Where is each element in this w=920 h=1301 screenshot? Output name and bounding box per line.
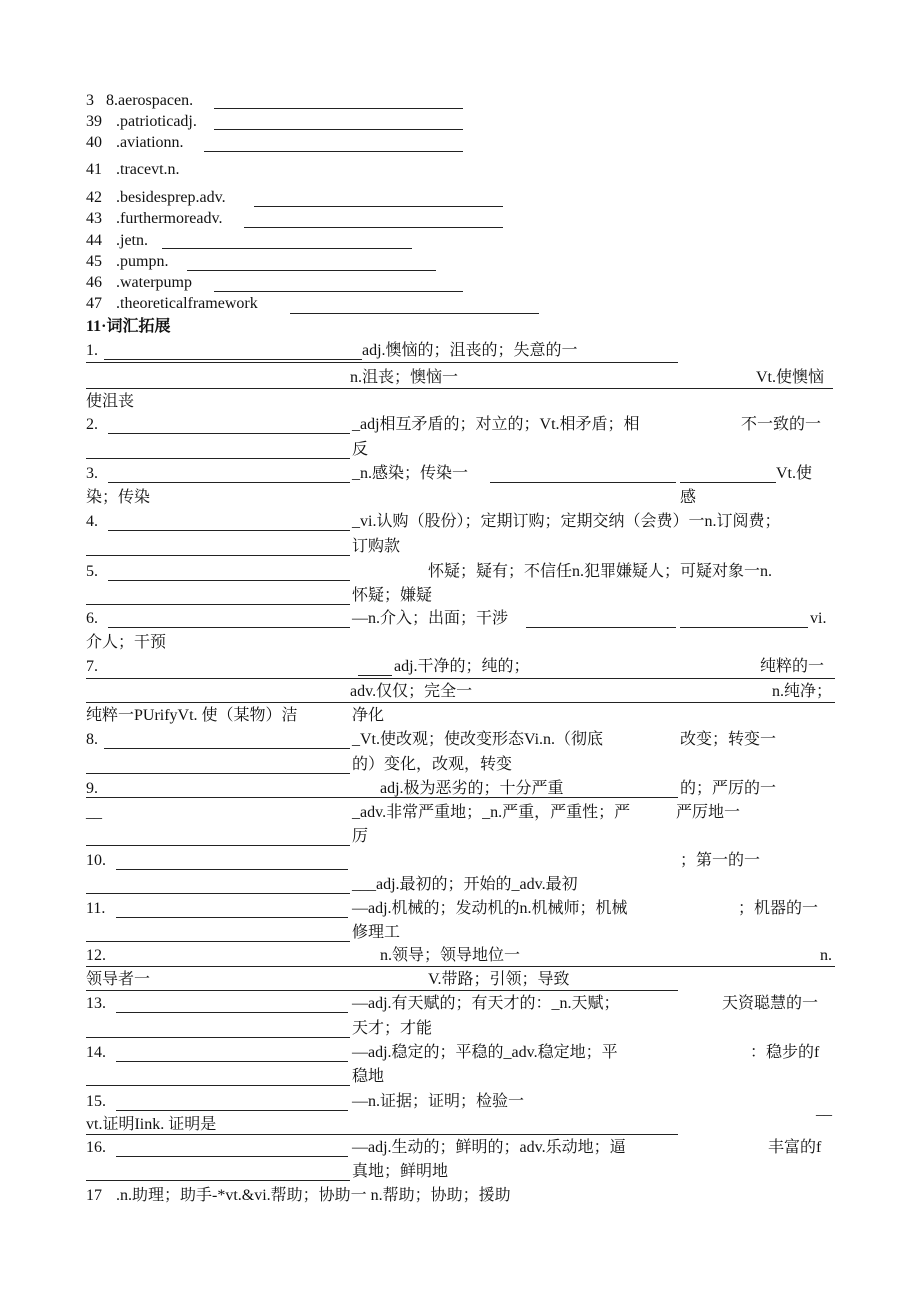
entry-number: 4. xyxy=(86,513,98,530)
entry-text: ；机器的一 xyxy=(738,900,819,917)
entry-text: 真地；鲜明地 xyxy=(352,1163,449,1180)
entry-number: 8. xyxy=(86,731,98,748)
answer-blank xyxy=(204,151,463,152)
answer-blank xyxy=(116,917,348,918)
entry-text: 严厉地一 xyxy=(676,804,741,821)
answer-blank xyxy=(214,291,463,292)
entry-text: 的；严厉的一 xyxy=(680,780,777,797)
entry-number: 3. xyxy=(86,465,98,482)
entry-number: 15. xyxy=(86,1093,106,1110)
entry-text: 修理工 xyxy=(352,924,401,941)
answer-blank xyxy=(108,482,350,483)
entry-text: vi. xyxy=(810,610,827,627)
entry-text: ：稳步的f xyxy=(750,1044,820,1061)
entry-text: 天才；才能 xyxy=(352,1020,433,1037)
entry-text: _Vt.使改观；使改变形态Vi.n.（彻底 xyxy=(352,731,604,748)
answer-blank xyxy=(162,248,412,249)
list-item: 41 .tracevt.n. xyxy=(86,161,180,178)
entry-text: Vt.使懊恼 xyxy=(756,369,825,386)
answer-blank xyxy=(86,555,350,556)
entry-text: adv.仅仅；完全一 xyxy=(350,683,473,700)
answer-blank xyxy=(86,458,350,459)
answer-blank xyxy=(680,627,808,628)
answer-blank xyxy=(290,313,539,314)
answer-blank xyxy=(86,773,350,774)
answer-blank xyxy=(680,482,776,483)
row-rule xyxy=(86,1134,678,1135)
answer-blank xyxy=(86,1037,350,1038)
entry-text: 怀疑；嫌疑 xyxy=(352,587,433,604)
answer-blank xyxy=(108,433,350,434)
entry-text: adj.极为恶劣的；十分严重 xyxy=(380,780,564,797)
list-item: 40 .aviationn. xyxy=(86,134,184,151)
entry-text: adj.干净的；纯的； xyxy=(394,658,530,675)
list-item: 45 .pumpn. xyxy=(86,253,169,270)
entry-text: —n.证据；证明；检验一 xyxy=(352,1093,525,1110)
entry-number: 5. xyxy=(86,563,98,580)
answer-blank xyxy=(116,1061,348,1062)
list-item: 44 .jetn. xyxy=(86,232,148,249)
entry-text: _adv.非常严重地；_n.严重，严重性；严 xyxy=(352,804,631,821)
entry-text: —adj.生动的；鲜明的；adv.乐动地；逼 xyxy=(352,1139,626,1156)
entry-number: 11. xyxy=(86,900,106,917)
answer-blank xyxy=(116,1156,348,1157)
entry-text: adj.懊恼的；沮丧的；失意的一 xyxy=(362,342,578,359)
entry-text: 天资聪慧的一 xyxy=(722,995,819,1012)
entry-number: 10. xyxy=(86,852,106,869)
row-rule xyxy=(86,702,835,703)
answer-blank xyxy=(214,129,463,130)
entry-number: 13. xyxy=(86,995,106,1012)
entry-number: 2. xyxy=(86,416,98,433)
entry-text: 染；传染 xyxy=(86,489,151,506)
answer-blank xyxy=(244,227,503,228)
entry-number: 14. xyxy=(86,1044,106,1061)
entry-text: n.领导；领导地位一 xyxy=(380,947,521,964)
answer-blank xyxy=(86,1085,350,1086)
entry-text: 领导者一 xyxy=(86,971,151,988)
entry-text: __ xyxy=(816,1101,832,1118)
entry-text: _n.感染；传染一 xyxy=(352,465,469,482)
row-rule xyxy=(86,388,833,389)
answer-blank xyxy=(358,675,392,676)
row-rule xyxy=(86,362,678,363)
entry-text: vt.证明Iink. 证明是 xyxy=(86,1116,217,1133)
row-rule xyxy=(86,990,678,991)
section-title: 11·词汇拓展 xyxy=(86,318,171,335)
list-item: 43 .furthermoreadv. xyxy=(86,210,223,227)
entry-text: 纯粹一PUrifyVt. 使（某物）洁 xyxy=(86,707,298,724)
entry-text: 的）变化，改观，转变 xyxy=(352,756,513,773)
entry-number: 7. xyxy=(86,658,98,675)
list-item: 39 .patrioticadj. xyxy=(86,113,197,130)
entry-number: 16. xyxy=(86,1139,106,1156)
entry-text: 介人；干预 xyxy=(86,634,167,651)
entry-text: —adj.机械的；发动机的n.机械师；机械 xyxy=(352,900,628,917)
entry-text: _adj相互矛盾的；对立的；Vt.相矛盾；相 xyxy=(352,416,640,433)
entry-number: 12. xyxy=(86,947,106,964)
answer-blank xyxy=(187,270,436,271)
entry-text: 不一致的一 xyxy=(741,416,822,433)
entry-text: —adj.有天赋的；有天才的：_n.天赋； xyxy=(352,995,620,1012)
answer-blank xyxy=(108,580,350,581)
entry-text: 订购款 xyxy=(352,538,401,555)
entry-text: n. xyxy=(820,947,832,964)
answer-blank xyxy=(526,627,676,628)
entry-text: 稳地 xyxy=(352,1068,385,1085)
entry-text: 纯粹的一 xyxy=(760,658,825,675)
entry-text: 感 xyxy=(680,489,697,506)
answer-blank xyxy=(86,1180,350,1181)
entry-text: 改变；转变一 xyxy=(680,731,777,748)
entry-text: ；第一的一 xyxy=(680,852,761,869)
list-item: 46 .waterpump xyxy=(86,274,192,291)
answer-blank xyxy=(86,604,350,605)
answer-blank xyxy=(86,845,350,846)
entry-text: —n.介入；出面；干涉 xyxy=(352,610,509,627)
entry-text: _vi.认购（股份）；定期订购；定期交纳（会费）一n.订阅费； xyxy=(352,513,781,530)
answer-blank xyxy=(116,1012,348,1013)
entry-text: 丰富的f xyxy=(768,1139,822,1156)
entry-text: 净化 xyxy=(352,707,385,724)
row-rule xyxy=(86,966,835,967)
entry-text: 反 xyxy=(352,441,369,458)
answer-blank xyxy=(108,627,350,628)
entry-text: ___adj.最初的；开始的_adv.最初 xyxy=(352,876,578,893)
row-rule xyxy=(86,678,835,679)
list-item: 47 .theoreticalframework xyxy=(86,295,258,312)
answer-blank xyxy=(104,359,362,360)
entry-text: V.带路；引领；导致 xyxy=(428,971,570,988)
entry-text: 使沮丧 xyxy=(86,393,135,410)
entry-number: 6. xyxy=(86,610,98,627)
answer-blank xyxy=(86,893,350,894)
entry-text: __ xyxy=(86,804,102,821)
answer-blank xyxy=(104,748,350,749)
list-item: 3 8.aerospacen. xyxy=(86,92,194,109)
entry-text: n.纯净； xyxy=(772,683,833,700)
answer-blank xyxy=(490,482,676,483)
entry-number: 9. xyxy=(86,780,98,797)
entry-text: 厉 xyxy=(352,828,369,845)
answer-blank xyxy=(254,206,503,207)
list-item: 42 .besidesprep.adv. xyxy=(86,189,226,206)
entry-text: 怀疑；疑有；不信任n.犯罪嫌疑人；可疑对象一n. xyxy=(428,563,773,580)
answer-blank xyxy=(116,869,348,870)
entry-number: 1. xyxy=(86,342,98,359)
entry-text: Vt.使 xyxy=(776,465,813,482)
entry-text: n.沮丧；懊恼一 xyxy=(350,369,459,386)
answer-blank xyxy=(86,941,350,942)
answer-blank xyxy=(214,108,463,109)
answer-blank xyxy=(116,1110,348,1111)
answer-blank xyxy=(108,530,350,531)
entry-text: 17 .n.助理；助手-*vt.&vi.帮助；协助一 n.帮助；协助；援助 xyxy=(86,1187,511,1204)
entry-text: —adj.稳定的；平稳的_adv.稳定地；平 xyxy=(352,1044,618,1061)
